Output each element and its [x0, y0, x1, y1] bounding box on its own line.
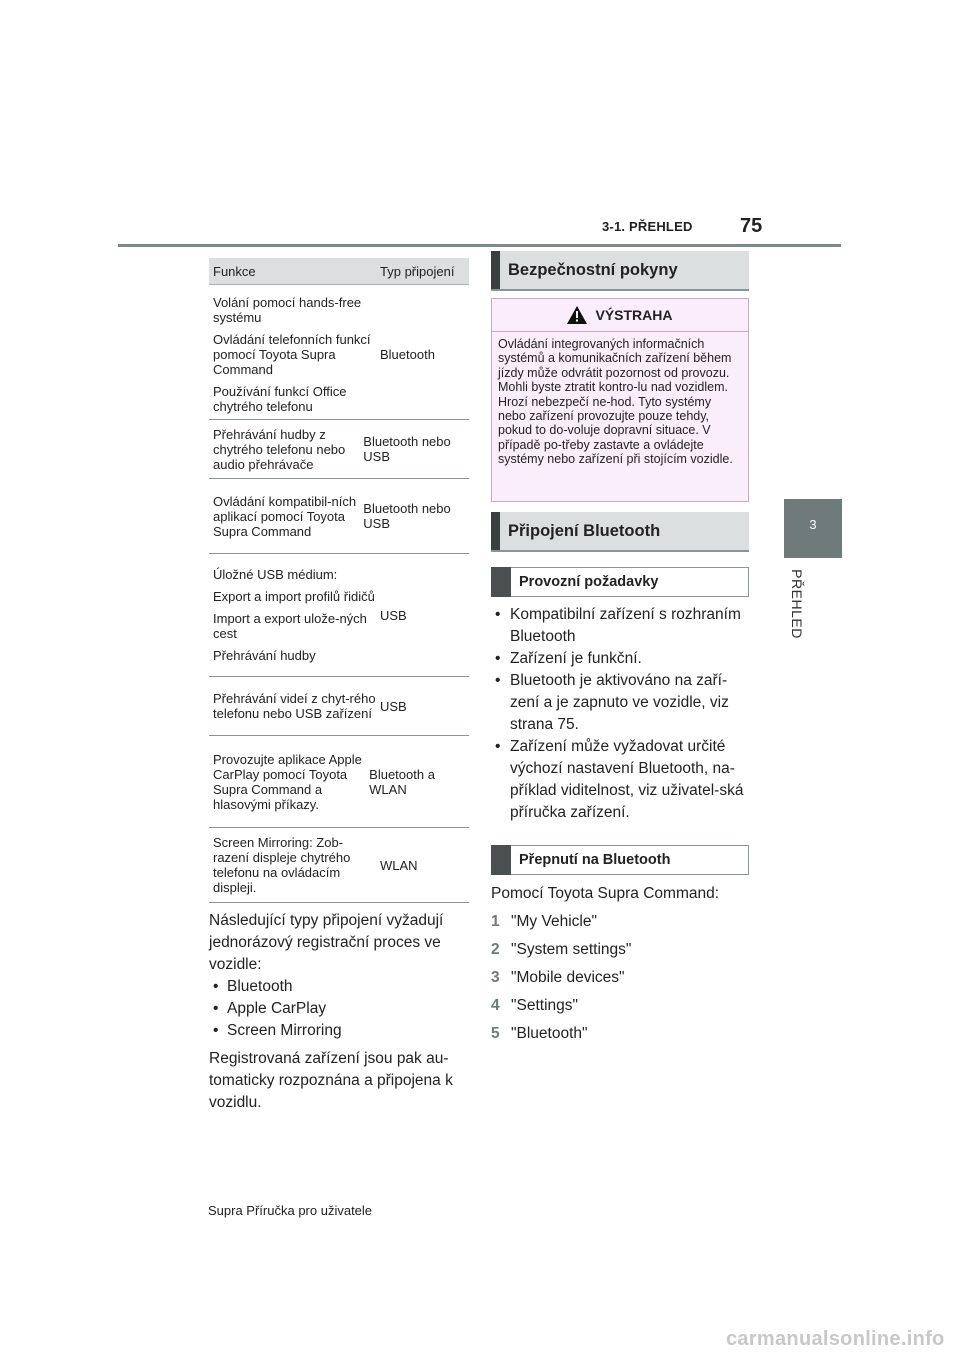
function-text: Ovládání telefonních funkcí pomocí Toyota Supra Command — [213, 331, 371, 377]
steps-intro: Pomocí Toyota Supra Command: — [491, 885, 720, 902]
function-text: Import a export ulože-ných cest — [213, 611, 367, 641]
function-text: Provozujte aplikace Apple CarPlay pomocí Toyota Supra Command a hlasovými příkazy. — [213, 751, 362, 812]
footer-text: Supra Příručka pro uživatele — [208, 1203, 373, 1218]
heading-bar — [491, 251, 500, 289]
connection-table — [209, 258, 469, 903]
column-header-connection: Typ připojení — [380, 263, 455, 279]
table-row — [209, 479, 469, 554]
steps-list — [491, 883, 753, 1051]
table-row — [209, 285, 469, 420]
step-item — [491, 911, 753, 933]
table-row — [209, 554, 469, 677]
watermark: carmanualsonline.info — [726, 1328, 945, 1350]
registration-text — [209, 910, 469, 1114]
heading-bar — [491, 512, 500, 550]
connection-cell: WLAN — [380, 857, 418, 873]
heading-text: Připojení Bluetooth — [508, 521, 661, 540]
step-number: 3 — [491, 969, 500, 986]
function-text: Volání pomocí hands-free systému — [213, 294, 362, 325]
function-cell — [209, 494, 359, 539]
function-text: Přehrávání videí z chyt-rého telefonu nebo USB zařízení — [213, 691, 376, 721]
function-cell — [209, 427, 359, 472]
step-number: 1 — [491, 913, 500, 930]
chapter-label: PŘEHLED — [789, 569, 805, 639]
step-item — [491, 995, 753, 1017]
connection-cell: USB — [380, 607, 407, 623]
safety-heading — [491, 251, 749, 289]
chapter-number: 3 — [809, 517, 817, 532]
function-text: Export a import profilů řidičů — [213, 589, 375, 604]
subheading-text: Přepnutí na Bluetooth — [519, 852, 671, 868]
table-header — [209, 258, 469, 285]
list-item: • Bluetooth je aktivováno na zaří-zení a je zapnuto ve vozidle, viz strana 75. — [491, 670, 753, 736]
switch-heading — [491, 845, 749, 875]
table-row — [209, 736, 469, 828]
step-text: "Settings" — [511, 997, 579, 1014]
heading-rule — [491, 550, 749, 552]
page-number: 75 — [740, 215, 763, 237]
table-row — [209, 677, 469, 736]
function-text: Přehrávání hudby z chytrého telefonu nebo audio přehrávače — [213, 426, 346, 472]
connection-cell: Bluetooth nebo USB — [363, 501, 451, 531]
function-text: Používání funkcí Office chytrého telefonu — [213, 383, 347, 414]
requirements-heading — [491, 567, 749, 597]
step-text: "System settings" — [511, 941, 632, 958]
function-cell — [209, 691, 376, 721]
connection-cell: Bluetooth a WLAN — [369, 766, 435, 797]
step-item — [491, 1023, 753, 1045]
warning-text: Ovládání integrovaných informačních systémů a komunikačních zařízení během jízdy může odvrátit pozornost od provozu. Mohli byste ztratit kontro-lu nad vozidlem. Hrozí nebezpečí ne-hod. Tyto systémy nebo zařízení provozujte pouze tehdy, pokud to do-voluje dopravní situace. V případě po-třeby zastavte a ovládejte systémy nebo zařízení při stojícím vozidle. — [498, 337, 733, 467]
step-item — [491, 939, 753, 961]
subheading-bar — [491, 845, 511, 875]
list-item: • Zařízení může vyžadovat určité výchozí nastavení Bluetooth, na-příklad viditelnost, viz uživatel-ská příručka zařízení. — [491, 736, 753, 824]
function-text: Ovládání kompatibil-ních aplikací pomocí Toyota Supra Command — [213, 493, 357, 539]
function-cell — [209, 295, 376, 414]
subheading-bar — [491, 567, 511, 597]
list-item: • Apple CarPlay — [209, 998, 469, 1020]
heading-rule — [491, 289, 749, 291]
list-item: • Screen Mirroring — [209, 1020, 469, 1042]
step-text: "Bluetooth" — [511, 1025, 588, 1042]
column-header-function: Funkce — [213, 263, 256, 279]
function-text: Přehrávání hudby — [213, 648, 316, 663]
header-rule — [118, 244, 841, 247]
function-cell — [209, 752, 365, 812]
list-item: • Kompatibilní zařízení s rozhraním Bluetooth — [491, 604, 753, 648]
function-text: Úložné USB médium: — [213, 567, 338, 582]
heading-text: Bezpečnostní pokyny — [508, 260, 678, 279]
paragraph: Následující typy připojení vyžadují jednorázový registrační proces ve vozidle: — [209, 912, 444, 973]
subheading-text: Provozní požadavky — [519, 574, 659, 590]
warning-triangle-icon — [567, 306, 587, 324]
connection-cell: USB — [380, 698, 407, 714]
step-number: 4 — [491, 997, 500, 1014]
paragraph: Registrovaná zařízení jsou pak au-tomaticky rozpoznána a připojena k vozidlu. — [209, 1050, 453, 1111]
connection-cell: Bluetooth nebo USB — [363, 434, 451, 464]
function-cell — [209, 835, 376, 895]
table-row — [209, 828, 469, 903]
table-row — [209, 420, 469, 479]
warning-box — [491, 298, 749, 502]
bluetooth-heading — [491, 512, 749, 550]
function-text: Screen Mirroring: Zob-razení displeje chytrého telefonu na ovládacím displeji. — [213, 835, 351, 895]
step-number: 5 — [491, 1025, 500, 1042]
connection-cell: Bluetooth — [380, 346, 435, 362]
function-cell — [209, 567, 376, 663]
section-title: 3-1. PŘEHLED — [602, 219, 693, 234]
list-item: • Bluetooth — [209, 976, 469, 998]
step-text: "Mobile devices" — [511, 969, 625, 986]
list-item: • Zařízení je funkční. — [491, 648, 753, 670]
step-text: "My Vehicle" — [511, 913, 597, 930]
step-number: 2 — [491, 941, 500, 958]
bullet-list — [209, 976, 469, 1042]
warning-title: VÝSTRAHA — [595, 307, 673, 323]
requirements-list — [491, 604, 753, 824]
warning-header — [492, 299, 748, 332]
step-item — [491, 967, 753, 989]
